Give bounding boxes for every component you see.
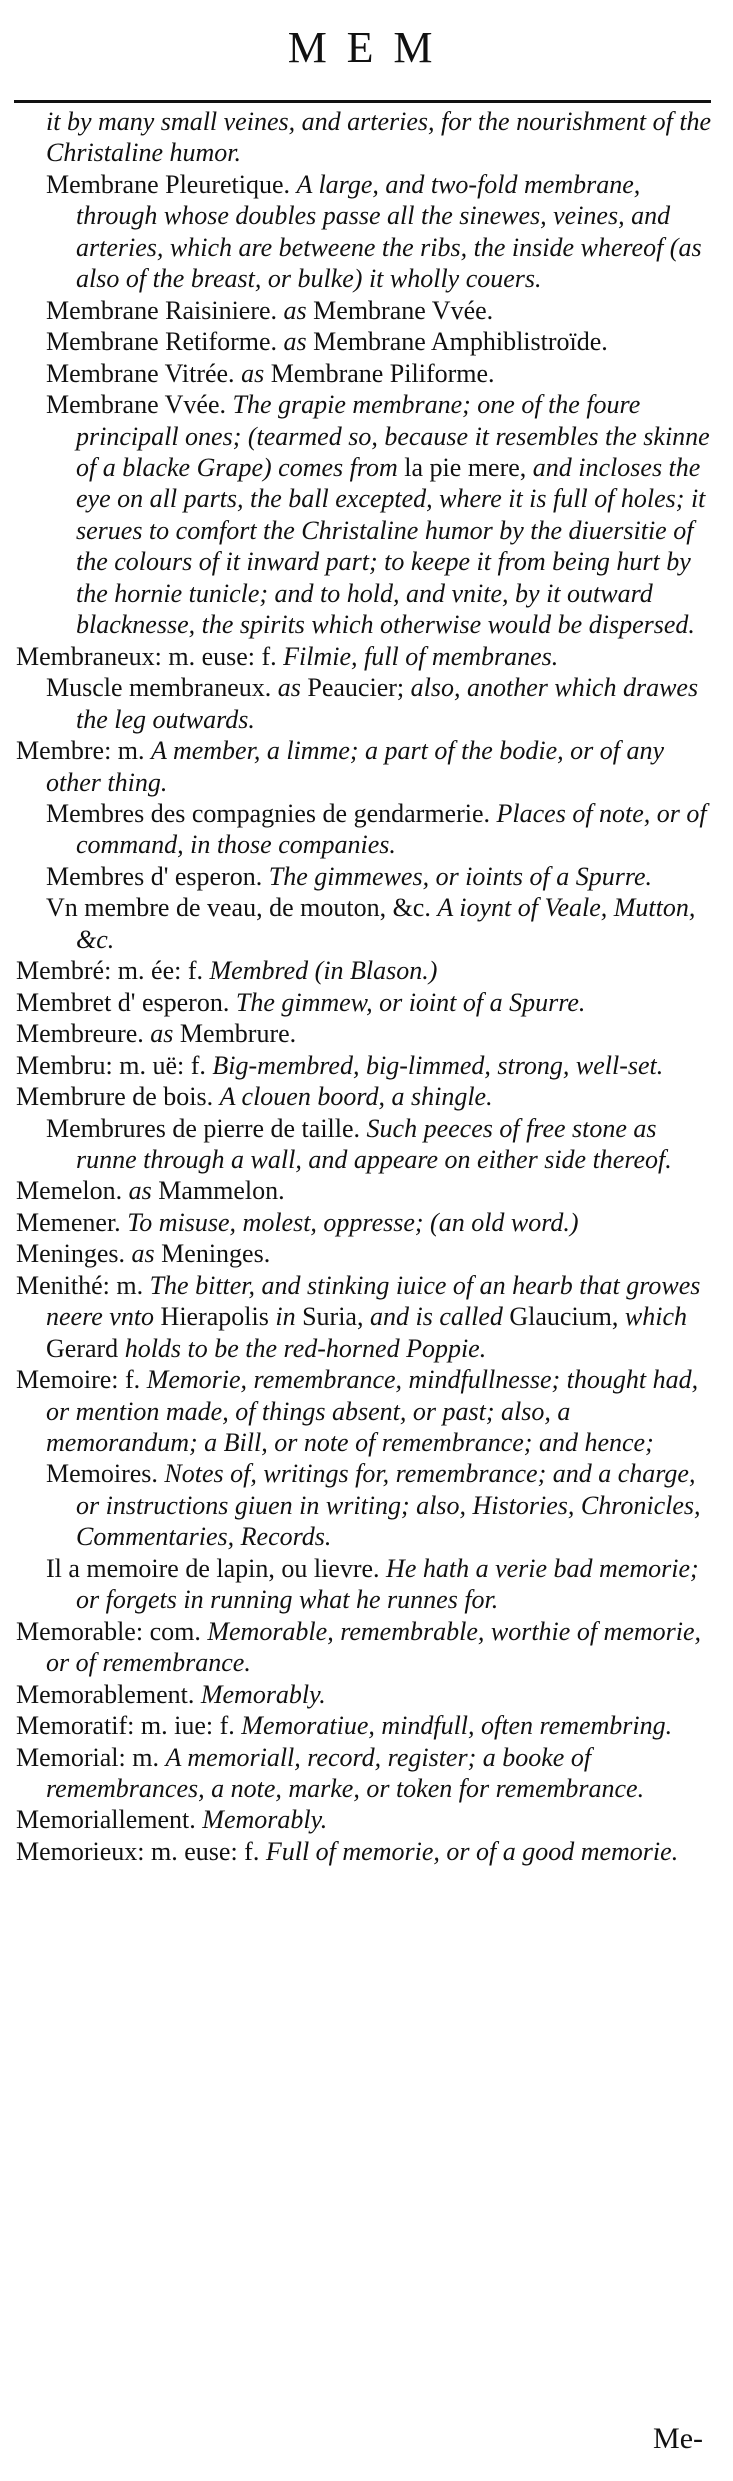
sub-entry	[16, 1458, 716, 1552]
headword-text: Membrane Retiforme.	[46, 327, 284, 357]
definition-text: Big-membred, big-limmed, strong, well-set.	[212, 1050, 664, 1080]
sub-entry	[16, 1553, 716, 1616]
definition-text: To misuse, molest, oppresse; (an old word.)	[127, 1207, 579, 1237]
definition-text: Full of memorie, or of a good memorie.	[265, 1836, 679, 1866]
headword-text: Memener.	[16, 1207, 128, 1237]
headword-text: Membres des compagnies de gendarmerie.	[46, 798, 497, 828]
dictionary-entry	[16, 1081, 716, 1112]
headword-text: Membres d' esperon.	[46, 861, 269, 891]
definition-text: Memorably.	[202, 1805, 328, 1835]
headword-text: la pie mere,	[404, 452, 527, 482]
headword-text: Memorieux: m. euse: f.	[16, 1836, 266, 1866]
definition-text: He hath a verie bad memorie; or forgets in running what he runnes for.	[76, 1553, 699, 1615]
dictionary-entry	[16, 1742, 716, 1805]
dictionary-entry	[16, 1679, 716, 1710]
definition-text: as	[150, 1019, 180, 1049]
sub-entry	[16, 672, 716, 735]
definition-text: A memoriall, record, register; a booke of remembrances, a note, marke, or token for remembrance.	[46, 1742, 645, 1804]
definition-text: The gimmew, or ioint of a Spurre.	[235, 987, 586, 1017]
dictionary-entry	[16, 1238, 716, 1269]
headword-text: Mammelon.	[158, 1176, 285, 1206]
definition-text: Such peeces of free stone as runne through a wall, and appeare on either side thereof.	[76, 1113, 672, 1174]
sub-entry	[16, 798, 716, 861]
headword-text: Membrane Vvée.	[313, 295, 494, 325]
definition-text: The gimmewes, or ioints of a Spurre.	[268, 861, 653, 891]
headword-text: Suria,	[302, 1302, 370, 1332]
definition-text: Filmie, full of membranes.	[283, 641, 559, 671]
headword-text: Membru: m. uë: f.	[16, 1050, 213, 1080]
headword-text: Hierapolis	[160, 1302, 276, 1332]
dictionary-entry	[16, 1175, 716, 1206]
headword-text: Membrane Raisiniere.	[46, 295, 284, 325]
headword-text: Menithé: m.	[16, 1270, 150, 1300]
running-head: MEM	[287, 23, 453, 72]
headword-text: Memorable: com.	[16, 1616, 208, 1646]
headword-text: Membrane Vitrée.	[46, 358, 242, 388]
headword-text: Memoratif: m. iue: f.	[16, 1711, 242, 1741]
headword-text: Memorablement.	[16, 1679, 201, 1709]
headword-text: Membrane Pleuretique.	[46, 169, 297, 199]
definition-text: as	[283, 295, 314, 325]
definition-text: Places of note, or of command, in those companies.	[76, 798, 707, 860]
sub-entry	[16, 861, 716, 892]
headword-text: Gerard	[46, 1333, 125, 1363]
sub-entry	[16, 389, 716, 641]
page-header	[0, 18, 733, 88]
headword-text: Vn membre de veau, de mouton, &c.	[46, 893, 438, 923]
headword-text: Meninges.	[161, 1239, 271, 1269]
dictionary-entry	[16, 1836, 716, 1867]
headword-text: Peaucier;	[307, 673, 411, 703]
headword-text: Membret d' esperon.	[16, 987, 236, 1017]
sub-entry	[16, 169, 716, 295]
definition-text: A large, and two-fold membrane, through whose doubles passe all the sinewes, veines, and arteries, which are betweene the ribs, the inside whereof (as also of the breast, or bulke) it wholly couers.	[76, 169, 702, 294]
sub-entry	[16, 326, 716, 357]
sub-entry	[16, 358, 716, 389]
headword-text: Memorial: m.	[16, 1742, 166, 1772]
dictionary-entry	[16, 1207, 716, 1238]
definition-text: also, another which drawes the leg outwards.	[76, 673, 699, 734]
definition-text: as	[131, 1239, 162, 1269]
headword-text: Membré: m. ée: f.	[16, 956, 210, 986]
definition-text: which	[624, 1302, 687, 1332]
definition-text: Memoratiue, mindfull, often remembring.	[241, 1711, 673, 1741]
headword-text: Membrure.	[179, 1019, 297, 1049]
header-rule	[14, 100, 711, 103]
dictionary-entry	[16, 1050, 716, 1081]
definition-text: and incloses the eye on all parts, the ball excepted, where it is full of holes; it serues to comfort the Christaline humor by the diuersitie of the colours of it inward part; to keepe it from being hurt by the hornie tunicle; and to hold, and vnite, by it outward blacknesse, the spirits which otherwise would be dispersed.	[76, 452, 706, 640]
dictionary-entry	[16, 1804, 716, 1835]
definition-text: holds to be the red-horned Poppie.	[124, 1333, 487, 1363]
entries-column	[16, 106, 716, 1867]
headword-text: Membrane Amphiblistroïde.	[313, 327, 608, 357]
definition-text: The grapie membrane; one of the foure principall ones; (tearmed so, because it resembles the skinne of a blacke Grape) comes from	[76, 390, 710, 482]
headword-text: Membreure.	[16, 1019, 151, 1049]
headword-text: Memoriallement.	[16, 1805, 203, 1835]
definition-text: Notes of, writings for, remembrance; and a charge, or instructions giuen in writing; also, Histories, Chronicles, Commentaries, Records.	[76, 1459, 701, 1552]
headword-text: Membrure de bois.	[16, 1082, 220, 1112]
definition-text: A member, a limme; a part of the bodie, or of any other thing.	[46, 736, 664, 797]
definition-text: as	[277, 673, 308, 703]
headword-text: Membrane Piliforme.	[270, 358, 495, 388]
definition-text: A clouen boord, a shingle.	[219, 1082, 493, 1112]
headword-text: Memelon.	[16, 1176, 129, 1206]
definition-text: and is called	[369, 1302, 510, 1332]
dictionary-entry	[16, 1710, 716, 1741]
definition-text: it by many small veines, and arteries, for the nourishment of the Christaline humor.	[46, 107, 712, 168]
catchword: Me-	[653, 2422, 703, 2455]
dictionary-entry	[16, 1270, 716, 1364]
dictionary-entry	[16, 955, 716, 986]
dictionary-entry	[16, 641, 716, 672]
sub-entry	[16, 892, 716, 955]
headword-text: Il a memoire de lapin, ou lievre.	[46, 1553, 387, 1583]
headword-text: Membraneux: m. euse: f.	[16, 641, 284, 671]
dictionary-entry	[16, 735, 716, 798]
headword-text: Glaucium,	[509, 1302, 625, 1332]
sub-entry	[16, 1113, 716, 1176]
headword-text: Memoire: f.	[16, 1365, 147, 1395]
headword-text: Meninges.	[16, 1239, 132, 1269]
definition-text: as	[128, 1176, 159, 1206]
definition-text: Memorably.	[200, 1679, 326, 1709]
definition-text: in	[275, 1302, 303, 1332]
definition-text: as	[283, 327, 314, 357]
definition-text: The bitter, and stinking iuice of an hearb that growes neere vnto	[46, 1270, 701, 1332]
definition-text: Membred (in Blason.)	[209, 956, 438, 986]
headword-text: Membrures de pierre de taille.	[46, 1113, 367, 1143]
continued-text	[16, 106, 716, 169]
dictionary-entry	[16, 987, 716, 1018]
headword-text: Muscle membraneux.	[46, 673, 278, 703]
definition-text: A ioynt of Veale, Mutton, &c.	[76, 893, 696, 954]
dictionary-entry	[16, 1616, 716, 1679]
headword-text: Membre: m.	[16, 736, 152, 766]
definition-text: as	[241, 358, 271, 388]
headword-text: Memoires.	[46, 1459, 165, 1489]
dictionary-entry	[16, 1364, 716, 1458]
definition-text: Memorie, remembrance, mindfullnesse; thought had, or mention made, of things absent, or past; also, a memorandum; a Bill, or note of remembrance; and hence;	[46, 1365, 699, 1458]
definition-text: Memorable, remembrable, worthie of memorie, or of remembrance.	[46, 1616, 702, 1678]
headword-text: Membrane Vvée.	[46, 390, 233, 420]
sub-entry	[16, 295, 716, 326]
dictionary-entry	[16, 1018, 716, 1049]
